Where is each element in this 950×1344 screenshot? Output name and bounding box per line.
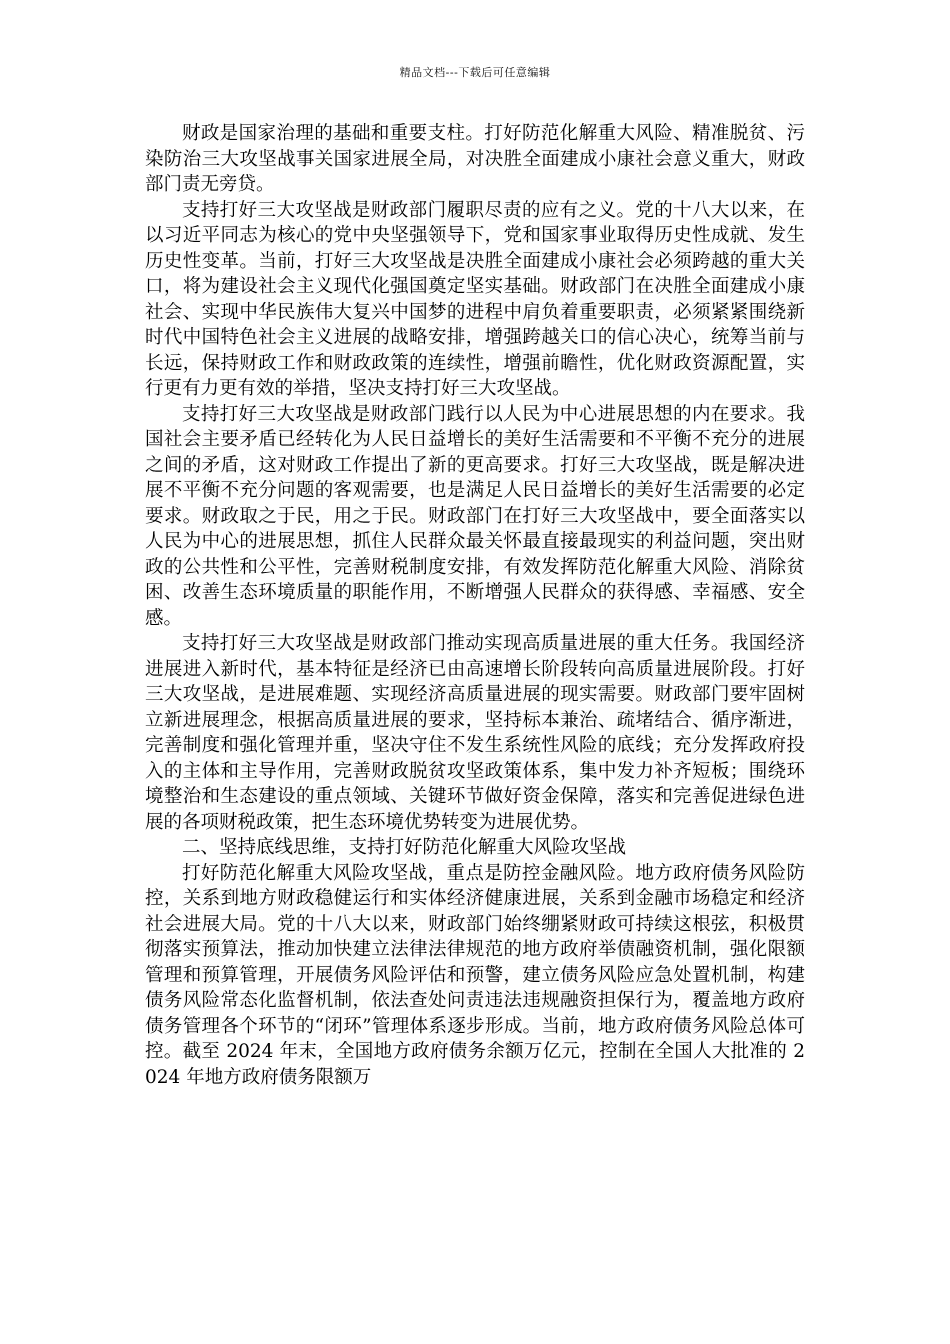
- paragraph-high-quality: 支持打好三大攻坚战是财政部门推动实现高质量进展的重大任务。我国经济进展进入新时代，基本特征是经济已由高速增长阶段转向高质量进展阶段。打好三大攻坚战，是进展难题、实现经济高质量进展的现实需要。财政部门要牢固树立新进展理念，根据高质量进展的要求，坚持标本兼治、疏堵结合、循序渐进，完善制度和强化管理并重，坚决守住不发生系统性风险的底线；充分发挥政府投入的主体和主导作用，完善财政脱贫攻坚政策体系，集中发力补齐短板；围绕环境整治和生态建设的重点领域、关键环节做好资金保障，落实和完善促进绿色进展的各项财税政策，把生态环境优势转变为进展优势。: [145, 633, 805, 833]
- paragraph-duty: 支持打好三大攻坚战是财政部门履职尽责的应有之义。党的十八大以来，在以习近平同志为核心的党中央坚强领导下，党和国家事业取得历史性成就、发生历史性变革。当前，打好三大攻坚战是决胜全面建成小康社会必须跨越的重大关口，将为建设社会主义现代化强国奠定坚实基础。财政部门在决胜全面建成小康社会、实现中华民族伟大复兴中国梦的进程中肩负着重要职责，必须紧紧围绕新时代中国特色社会主义进展的战略安排，增强跨越关口的信心决心，统筹当前与长远，保持财政工作和财政政策的连续性，增强前瞻性，优化财政资源配置，实行更有力更有效的举措，坚决支持打好三大攻坚战。: [145, 199, 805, 399]
- section-heading: 二、坚持底线思维，支持打好防范化解重大风险攻坚战: [182, 837, 627, 858]
- paragraph-intro: 财政是国家治理的基础和重要支柱。打好防范化解重大风险、精准脱贫、污染防治三大攻坚战事关国家进展全局，对决胜全面建成小康社会意义重大，财政部门责无旁贷。: [145, 123, 805, 195]
- paragraph-people-centered: 支持打好三大攻坚战是财政部门践行以人民为中心进展思想的内在要求。我国社会主要矛盾已经转化为人民日益增长的美好生活需要和不平衡不充分的进展之间的矛盾，这对财政工作提出了新的更高要求。打好三大攻坚战，既是解决进展不平衡不充分问题的客观需要，也是满足人民日益增长的美好生活需要的必定要求。财政取之于民，用之于民。财政部门在打好三大攻坚战中，要全面落实以人民为中心的进展思想，抓住人民群众最关怀最直接最现实的利益问题，突出财政的公共性和公平性，完善财税制度安排，有效发挥防范化解重大风险、消除贫困、改善生态环境质量的职能作用，不断增强人民群众的获得感、幸福感、安全感。: [145, 403, 805, 629]
- paragraph-risk-prevention: 打好防范化解重大风险攻坚战，重点是防控金融风险。地方政府债务风险防控，关系到地方财政稳健运行和实体经济健康进展，关系到金融市场稳定和经济社会进展大局。党的十八大以来，财政部门始终绷紧财政可持续这根弦，积极贯彻落实预算法，推动加快建立法律法律规范的地方政府举债融资机制，强化限额管理和预算管理，开展债务风险评估和预警，建立债务风险应急处置机制，构建债务风险常态化监督机制，依法查处问责违法违规融资担保行为，覆盖地方政府债务管理各个环节的“闭环”管理体系逐步形成。当前，地方政府债务风险总体可控。截至 2024 年末，全国地方政府债务余额万亿元，控制在全国人大批准的 2024 年地方政府债务限额万: [145, 862, 805, 1088]
- page-header: 精品文档---下载后可任意编辑: [399, 66, 551, 79]
- document-body: [145, 121, 805, 1090]
